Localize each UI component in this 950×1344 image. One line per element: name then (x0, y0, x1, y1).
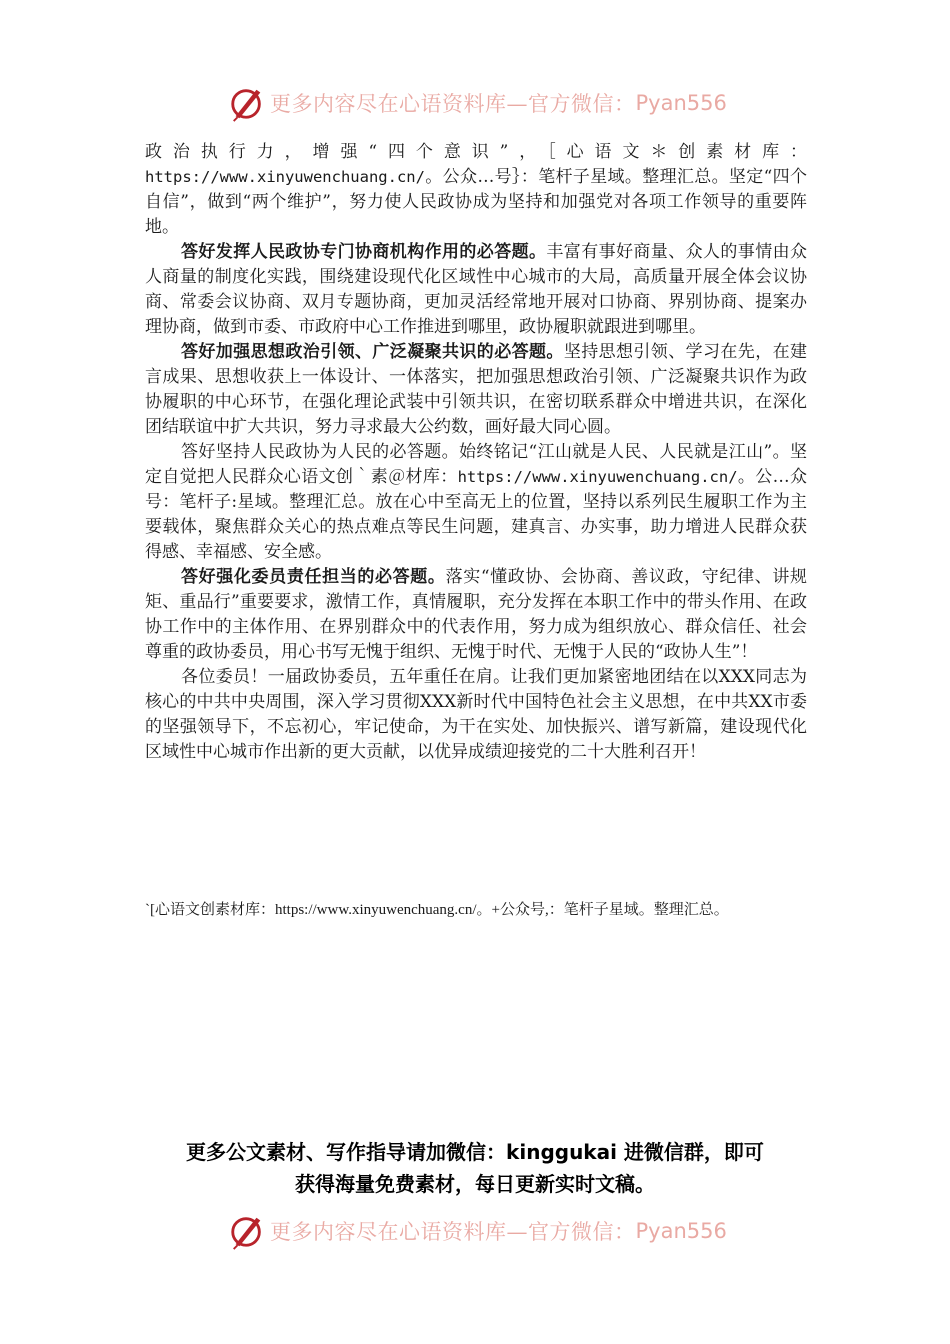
paragraph-6 (145, 665, 807, 765)
footer-promo-line-2: 获得海量免费素材，每日更新实时文稿。 (295, 1172, 655, 1196)
source-line: `[心语文创素材库：https://www.xinyuwenchuang.cn/。+公众号,：笔杆子星域。整理汇总。 (145, 902, 729, 918)
footer-promo-line-1: 更多公文素材、写作指导请加微信：kinggukai 进微信群，即可 (186, 1140, 764, 1164)
quill-pen-logo-icon (228, 1212, 266, 1250)
paragraph-text: 。公…众号：笔杆子:星域。整理汇总。放在心中至高无上的位置，坚持以系列民生履职工作为主要载体，聚焦群众关心的热点难点等民生问题，建真言、办实事，助力增进人民群众获得感、幸福感、安全感。 (145, 467, 808, 562)
banner-text: 更多内容尽在心语资料库—官方微信： (270, 92, 636, 116)
paragraph-text: 各位委员！一届政协委员，五年重任在肩。让我们更加紧密地团结在以XXX同志为核心的中共中央周围，深入学习贯彻XXX新时代中国特色社会主义思想，在中共XX市委的坚强领导下，不忘初心，牢记使命，为干在实处、加快振兴、谱写新篇，建设现代化区域性中心城市作出新的更大贡献，以优异成绩迎接党的二十大胜利召开！ (145, 667, 807, 762)
quill-pen-logo-icon (228, 84, 266, 122)
paragraph-text: 答好坚持人民政协为人民的必答题。始终铭记“江山就是人民、人民就是江山”。坚定自觉把人民群众心语文创｀素＠材库： (145, 442, 807, 487)
paragraph-2 (145, 240, 807, 340)
paragraph-1 (145, 140, 807, 240)
paragraph-heading: 答好加强思想政治引领、广泛凝聚共识的必答题。 (181, 342, 564, 362)
paragraph-heading: 答好发挥人民政协专门协商机构作用的必答题。 (181, 242, 547, 262)
footer-promo (120, 1136, 830, 1200)
header-banner (228, 80, 728, 126)
article-body (145, 140, 807, 765)
paragraph-text: 。公众…号｝：笔杆子星域。整理汇总。坚定“四个自信”，做到“两个维护”，努力使人民政协成为坚持和加强党对各项工作领导的重要阵地。 (145, 167, 807, 237)
paragraph-text: 坚持思想引领、学习在先，在建言成果、思想收获上一体设计、一体落实，把加强思想政治引领、广泛凝聚共识作为政协履职的中心环节，在强化理论武装中引领共识，在密切联系群众中增进共识，在深化团结联谊中扩大共识，努力寻求最大公约数，画好最大同心圆。 (145, 342, 808, 437)
banner-text: 更多内容尽在心语资料库—官方微信： (270, 1220, 636, 1244)
paragraph-text: 政治执行力，增强“四个意识”，［心语文＊创素材库： (145, 142, 807, 162)
url-text: https://www.xinyuwenchuang.cn/ (457, 468, 738, 486)
url-text: https://www.xinyuwenchuang.cn/ (145, 168, 425, 186)
banner-wechat-id: Pyan556 (635, 1219, 727, 1243)
paragraph-text: 丰富有事好商量、众人的事情由众人商量的制度化实践，围绕建设现代化区域性中心城市的大局，高质量开展全体会议协商、常委会议协商、双月专题协商，更加灵活经常地开展对口协商、界别协商、提案办理协商，做到市委、市政府中心工作推进到哪里，政协履职就跟进到哪里。 (145, 242, 808, 337)
paragraph-text: 落实“懂政协、会协商、善议政，守纪律、讲规矩、重品行”重要要求，激情工作，真情履职，充分发挥在本职工作中的带头作用、在政协工作中的主体作用、在界别群众中的代表作用，努力成为组织放心、群众信任、社会尊重的政协委员，用心书写无愧于组织、无愧于时代、无愧于人民的“政协人生”！ (145, 567, 807, 662)
paragraph-5 (145, 565, 807, 665)
footer-banner (228, 1208, 728, 1254)
paragraph-3 (145, 340, 807, 440)
banner-wechat-id: Pyan556 (635, 91, 727, 115)
paragraph-4 (145, 440, 807, 565)
paragraph-heading: 答好强化委员责任担当的必答题。 (181, 567, 446, 587)
